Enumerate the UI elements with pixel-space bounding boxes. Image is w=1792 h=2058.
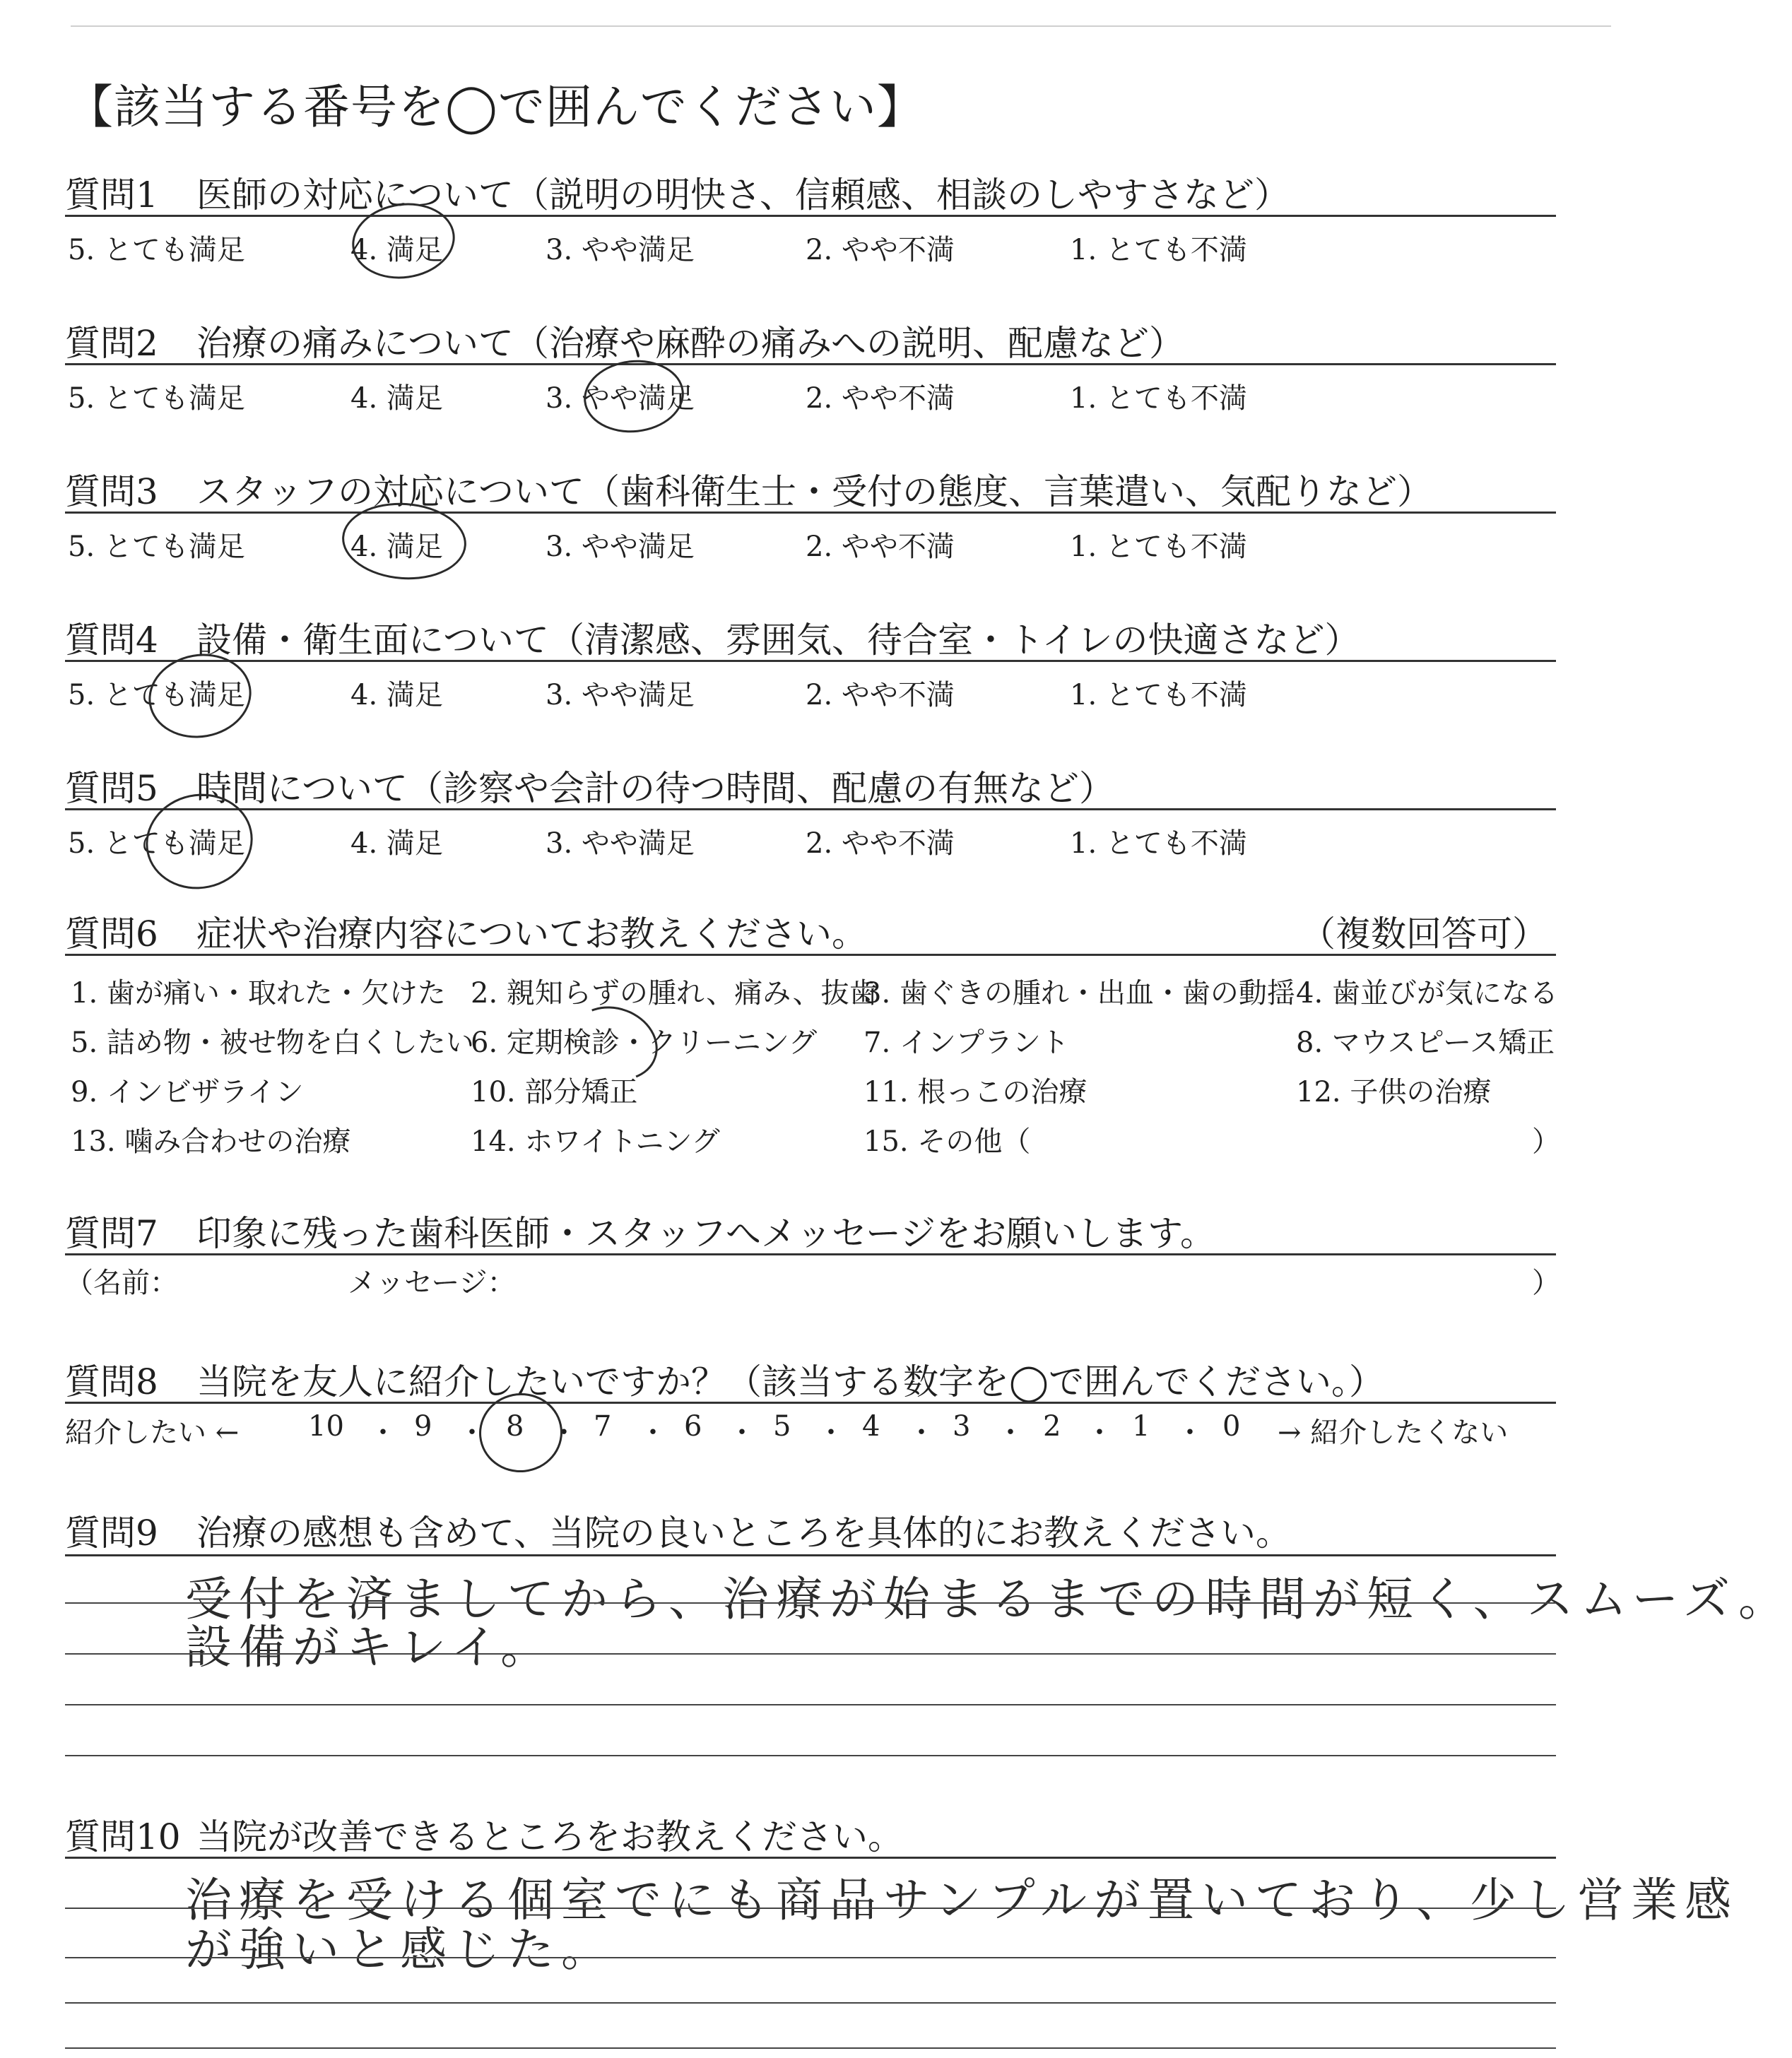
option-4[interactable]: 4. 満足: [350, 234, 443, 266]
handwritten-answer-line: 治療を受ける個室でにも商品サンプルが置いており、少し営業感: [185, 1873, 1739, 1927]
score-separator: ・: [996, 1417, 1025, 1449]
option-3[interactable]: 3. やや満足: [546, 827, 695, 860]
option-5[interactable]: 5. とても満足: [68, 531, 245, 563]
score-9[interactable]: 9: [414, 1410, 432, 1443]
score-separator: ・: [907, 1417, 936, 1449]
score-10[interactable]: 10: [308, 1410, 344, 1443]
score-separator: ・: [550, 1417, 578, 1449]
multiple-answer-note: （複数回答可）: [1300, 913, 1548, 954]
writing-line: [65, 2047, 1556, 2049]
option-3[interactable]: 3. やや満足: [546, 531, 695, 563]
message-label: メッセージ：: [348, 1267, 516, 1299]
question-rule: [65, 660, 1556, 662]
question-9: [65, 1505, 1291, 1556]
score-separator: ・: [817, 1417, 845, 1449]
symptom-item-12[interactable]: 12. 子供の治療: [1296, 1076, 1492, 1108]
question-text: 治療の痛みについて（治療や麻酔の痛みへの説明、配慮など）: [196, 323, 1184, 364]
question-number: 質問9: [65, 1513, 158, 1554]
score-separator: ・: [728, 1417, 756, 1449]
question-rule: [65, 1554, 1556, 1556]
answer-circle: [580, 355, 688, 437]
question-1: [65, 167, 1290, 218]
symptom-item-15[interactable]: 15. その他（: [863, 1125, 1031, 1158]
symptom-item-9[interactable]: 9. インビザライン: [71, 1076, 304, 1108]
symptom-item-10[interactable]: 10. 部分矯正: [471, 1076, 638, 1108]
question-2: [65, 315, 1184, 366]
symptom-item-4[interactable]: 4. 歯並びが気になる: [1296, 977, 1558, 1010]
symptom-item-5[interactable]: 5. 詰め物・被せ物を白くしたい: [71, 1027, 474, 1059]
recommend-right-label: → 紹介したくない: [1278, 1417, 1509, 1449]
question-6: [65, 906, 867, 957]
score-8[interactable]: 8: [506, 1410, 524, 1443]
question-10: [65, 1809, 903, 1859]
writing-line: [65, 1602, 1556, 1604]
recommend-left-label: 紹介したい ←: [65, 1417, 240, 1449]
score-separator: ・: [1085, 1417, 1114, 1449]
option-5[interactable]: 5. とても満足: [68, 679, 245, 711]
form-header: 【該当する番号を◯で囲んでください】: [66, 80, 924, 134]
writing-line: [65, 1908, 1556, 1909]
writing-line: [65, 1653, 1556, 1655]
question-text: 当院が改善できるところをお教えください。: [196, 1816, 903, 1857]
handwritten-answer-line: 設備がキレイ。: [185, 1620, 555, 1674]
option-3[interactable]: 3. やや満足: [546, 679, 695, 711]
score-0[interactable]: 0: [1222, 1410, 1241, 1443]
symptom-item-11[interactable]: 11. 根っこの治療: [863, 1076, 1087, 1108]
question-rule: [65, 954, 1556, 956]
question-rule: [65, 215, 1556, 217]
question-text: 設備・衛生面について（清潔感、雰囲気、待合室・トイレの快適さなど）: [196, 620, 1360, 661]
question-rule: [65, 1857, 1556, 1859]
symptom-item-14[interactable]: 14. ホワイトニング: [471, 1125, 720, 1158]
option-2[interactable]: 2. やや不満: [806, 234, 955, 266]
question-number: 質問3: [65, 471, 158, 512]
option-2[interactable]: 2. やや不満: [806, 382, 955, 415]
question-rule: [65, 1402, 1556, 1404]
score-6[interactable]: 6: [684, 1410, 702, 1443]
score-separator: ・: [369, 1417, 397, 1449]
question-number: 質問7: [65, 1213, 158, 1254]
option-2[interactable]: 2. やや不満: [806, 531, 955, 563]
option-1[interactable]: 1. とても不満: [1070, 234, 1247, 266]
score-separator: ・: [1176, 1417, 1204, 1449]
writing-line: [65, 1704, 1556, 1705]
name-label: （名前：: [65, 1267, 178, 1299]
option-4[interactable]: 4. 満足: [350, 679, 443, 711]
option-5[interactable]: 5. とても満足: [68, 827, 245, 860]
question-3: [65, 463, 1432, 514]
question-text: 医師の対応について（説明の明快さ、信頼感、相談のしやすさなど）: [196, 175, 1290, 215]
question-text: 時間について（診察や会計の待つ時間、配慮の有無など）: [196, 768, 1114, 809]
writing-line: [65, 2002, 1556, 2004]
symptom-item-2[interactable]: 2. 親知らずの腫れ、痛み、抜歯: [471, 977, 878, 1010]
option-1[interactable]: 1. とても不満: [1070, 382, 1247, 415]
option-3[interactable]: 3. やや満足: [546, 382, 695, 415]
writing-line: [65, 1755, 1556, 1756]
symptom-item-1[interactable]: 1. 歯が痛い・取れた・欠けた: [71, 977, 446, 1010]
question-text: 当院を友人に紹介したいですか？（該当する数字を◯で囲んでください。）: [196, 1361, 1384, 1402]
option-1[interactable]: 1. とても不満: [1070, 679, 1247, 711]
symptom-item-7[interactable]: 7. インプラント: [863, 1027, 1069, 1059]
question-text: 症状や治療内容についてお教えください。: [196, 913, 867, 954]
score-5[interactable]: 5: [773, 1410, 791, 1443]
question-text: 印象に残った歯科医師・スタッフへメッセージをお願いします。: [196, 1213, 1215, 1254]
question-number: 質問6: [65, 913, 158, 954]
handwritten-answer-line: が強いと感じた。: [185, 1922, 615, 1977]
question-8: [65, 1354, 1384, 1404]
score-separator: ・: [639, 1417, 667, 1449]
question-7: [65, 1205, 1215, 1256]
question-4: [65, 612, 1360, 663]
option-2[interactable]: 2. やや不満: [806, 679, 955, 711]
symptom-item-8[interactable]: 8. マウスピース矯正: [1296, 1027, 1555, 1059]
option-4[interactable]: 4. 満足: [350, 382, 443, 415]
question-number: 質問5: [65, 768, 158, 809]
question-rule: [65, 1253, 1556, 1255]
score-2[interactable]: 2: [1043, 1410, 1061, 1443]
question-number: 質問2: [65, 323, 158, 364]
option-4[interactable]: 4. 満足: [350, 531, 443, 563]
question-rule: [65, 511, 1556, 514]
option-1[interactable]: 1. とても不満: [1070, 531, 1247, 563]
question-text: 治療の感想も含めて、当院の良いところを具体的にお教えください。: [196, 1513, 1291, 1554]
message-close-paren: ）: [1532, 1267, 1560, 1299]
score-separator: ・: [458, 1417, 486, 1449]
symptom-item-6[interactable]: 6. 定期検診・クリーニング: [471, 1027, 818, 1059]
question-number: 質問10: [65, 1816, 181, 1857]
question-rule: [65, 363, 1556, 365]
writing-line: [65, 1957, 1556, 1958]
score-7[interactable]: 7: [594, 1410, 612, 1443]
question-rule: [65, 808, 1556, 810]
score-1[interactable]: 1: [1132, 1410, 1150, 1443]
other-close-paren: ）: [1532, 1125, 1560, 1158]
score-3[interactable]: 3: [953, 1410, 971, 1443]
question-number: 質問1: [65, 175, 158, 215]
symptom-item-3[interactable]: 3. 歯ぐきの腫れ・出血・歯の動揺: [863, 977, 1295, 1010]
option-1[interactable]: 1. とても不満: [1070, 827, 1247, 860]
question-text: スタッフの対応について（歯科衛生士・受付の態度、言葉遣い、気配りなど）: [196, 471, 1432, 512]
option-5[interactable]: 5. とても満足: [68, 234, 245, 266]
question-number: 質問8: [65, 1361, 158, 1402]
question-number: 質問4: [65, 620, 158, 661]
option-4[interactable]: 4. 満足: [350, 827, 443, 860]
option-2[interactable]: 2. やや不満: [806, 827, 955, 860]
top-divider: [71, 25, 1611, 27]
score-4[interactable]: 4: [862, 1410, 880, 1443]
handwritten-answer-line: 受付を済ましてから、治療が始まるまでの時間が短く、スムーズ。: [185, 1572, 1792, 1626]
option-5[interactable]: 5. とても満足: [68, 382, 245, 415]
symptom-item-13[interactable]: 13. 噛み合わせの治療: [71, 1125, 351, 1158]
option-3[interactable]: 3. やや満足: [546, 234, 695, 266]
